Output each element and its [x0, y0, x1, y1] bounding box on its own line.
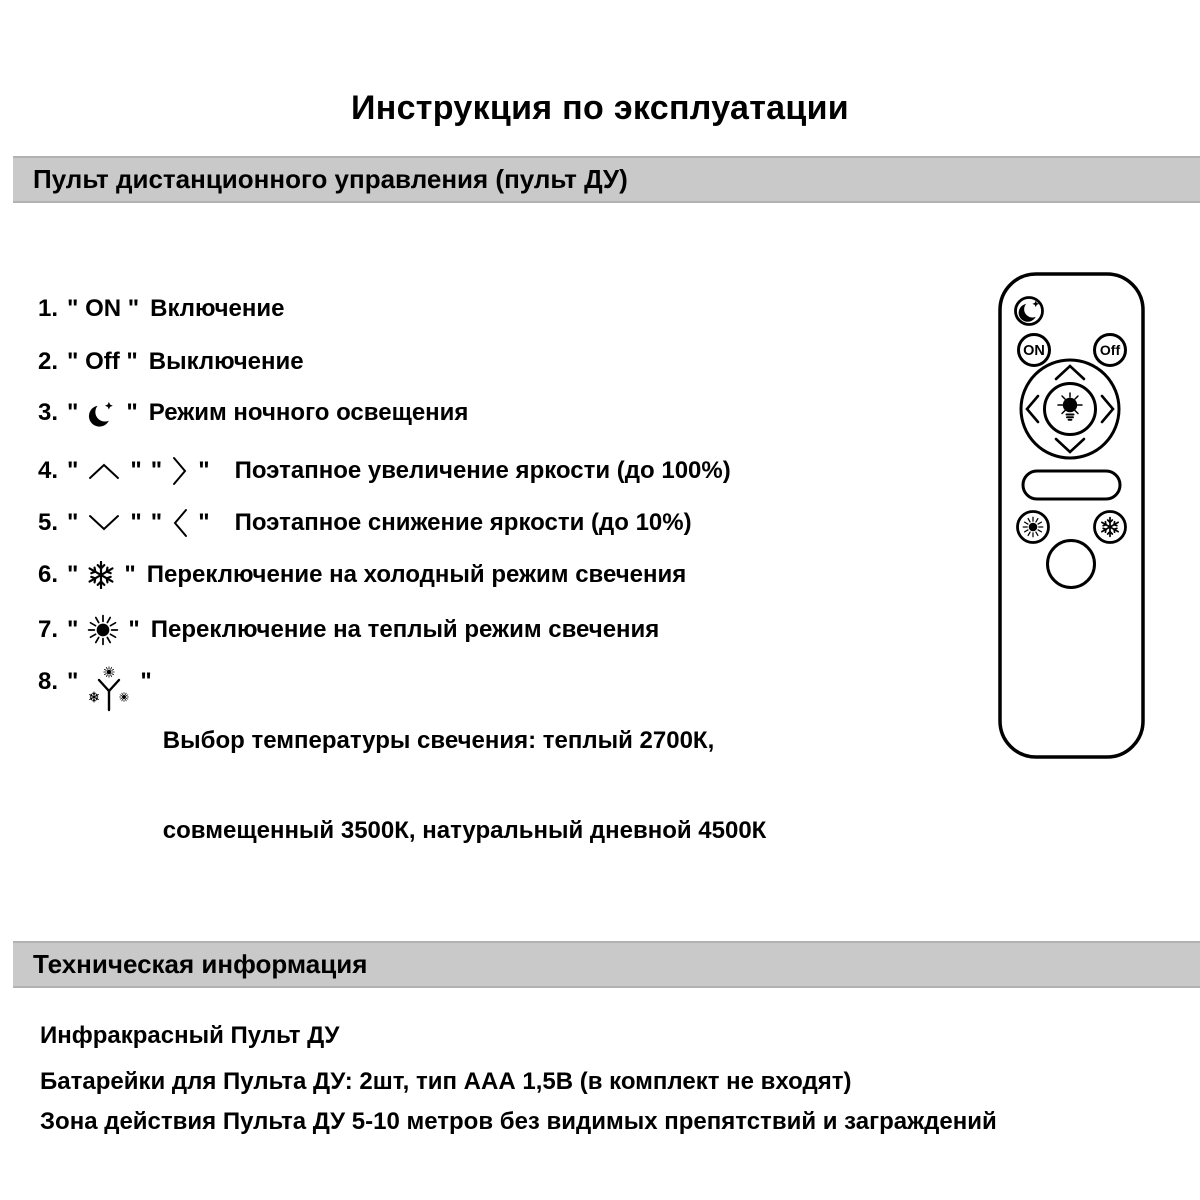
item-text: Режим ночного освещения — [148, 399, 469, 426]
quote: " — [67, 457, 79, 484]
item-text: Выключение — [148, 348, 304, 375]
section-header-remote-label: Пульт дистанционного управления (пульт ДУ) — [33, 164, 628, 194]
sun-icon — [87, 614, 119, 646]
page-title: Инструкция по эксплуатации — [351, 88, 849, 127]
on-label: " ON " — [67, 295, 140, 322]
item-number: 3. — [38, 399, 59, 426]
on-button-label: ON — [1023, 343, 1045, 359]
item-text: Поэтапное снижение яркости (до 10%) — [234, 509, 692, 536]
remote-control-illustration — [997, 271, 1147, 763]
round-button — [1048, 541, 1095, 588]
pill-button — [1023, 471, 1120, 499]
off-label: " Off " — [67, 348, 138, 375]
color-temperature-icon — [87, 666, 131, 712]
list-item-night-mode — [38, 398, 468, 428]
quote: " — [198, 457, 210, 484]
quote: " — [67, 561, 79, 588]
item-text-line-2: совмещенный 3500К, натуральный дневной 4500К — [162, 817, 767, 844]
list-item-off — [38, 347, 304, 377]
section-header-remote — [13, 156, 1200, 203]
quote: " — [130, 457, 142, 484]
quote: " — [124, 561, 136, 588]
quote: " — [128, 616, 140, 643]
item-text-line-1: Выбор температуры свечения: теплый 2700К, — [162, 727, 715, 754]
item-text: Переключение на холодный режим свечения — [146, 561, 687, 588]
list-item-warm-mode — [38, 614, 659, 646]
snowflake-icon — [87, 561, 115, 589]
item-number: 5. — [38, 509, 59, 536]
item-number: 6. — [38, 561, 59, 588]
chevron-down-icon — [87, 513, 121, 533]
section-header-tech-label: Техническая информация — [33, 949, 368, 979]
list-item-cold-mode — [38, 560, 686, 590]
quote: " — [67, 509, 79, 536]
list-item-color-temperature — [38, 666, 766, 906]
item-number: 2. — [38, 348, 59, 375]
item-text-block — [163, 666, 767, 906]
item-number: 4. — [38, 457, 59, 484]
item-number: 8. — [38, 668, 59, 695]
tech-info-line: Инфракрасный Пульт ДУ — [40, 1022, 340, 1049]
quote: " — [130, 509, 142, 536]
item-text: Поэтапное увеличение яркости (до 100%) — [234, 457, 731, 484]
quote: " — [198, 509, 210, 536]
item-text: Включение — [150, 295, 285, 322]
item-number: 1. — [38, 295, 59, 322]
quote: " — [67, 399, 79, 426]
quote: " — [67, 616, 79, 643]
item-text: Переключение на теплый режим свечения — [150, 616, 660, 643]
quote: " — [150, 509, 163, 536]
off-button-label: Off — [1099, 342, 1121, 358]
quote: " — [150, 457, 163, 484]
quote: " — [126, 399, 138, 426]
chevron-up-icon — [87, 461, 121, 481]
list-item-brightness-up — [38, 455, 731, 487]
section-header-tech — [13, 941, 1200, 988]
chevron-left-icon — [171, 507, 189, 539]
list-item-brightness-down — [38, 507, 692, 539]
item-number: 7. — [38, 616, 59, 643]
quote: " — [67, 668, 79, 695]
moon-star-icon — [87, 398, 117, 428]
quote: " — [140, 668, 152, 695]
tech-info-line: Батарейки для Пульта ДУ: 2шт, тип ААА 1,5В (в комплект не входят) — [40, 1068, 852, 1095]
chevron-right-icon — [171, 455, 189, 487]
list-item-on — [38, 294, 284, 324]
tech-info-line: Зона действия Пульта ДУ 5-10 метров без видимых препятствий и заграждений — [40, 1108, 997, 1135]
